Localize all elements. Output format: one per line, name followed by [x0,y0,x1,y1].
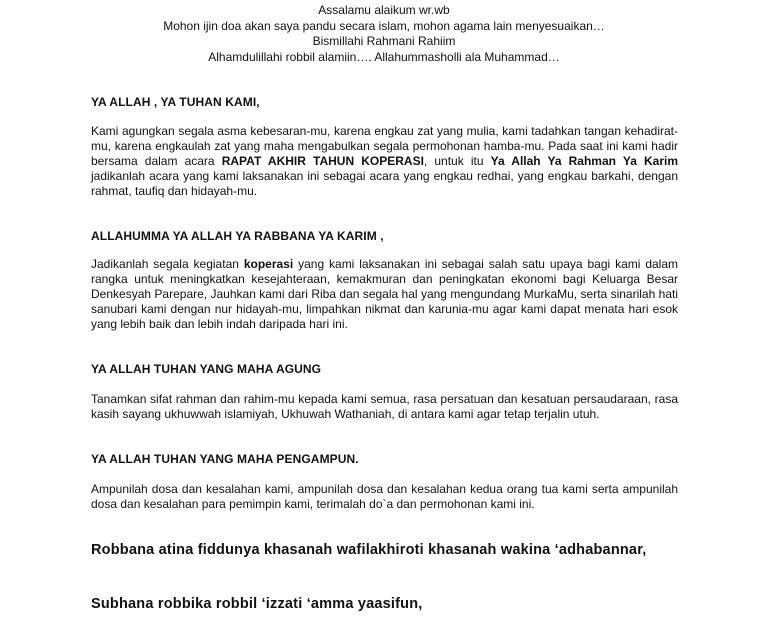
closing-prayer-line-2: Subhana robbika robbil ‘izzati ‘amma yaasifun, [91,596,423,612]
basmalah-line: Bismillahi Rahmani Rahiim [312,34,456,48]
section-3-paragraph: Tanamkan sifat rahman dan rahim-mu kepada kami semua, rasa persatuan dan kesatuan persaudaraan, rasa kasih sayang ukhuwwah islamiyah, Ukhuwah Wathaniah, di antara kami agar tetap terjalin utuh. [91,392,678,421]
section-4-paragraph: Ampunilah dosa dan kesalahan kami, ampunilah dosa dan kesalahan kedua orang tua kami serta ampunilah dosa dan kesalahan para pemimpin kami, terimalah do`a dan permohonan kami ini. [91,482,678,511]
greeting-line: Assalamu alaikum wr.wb [318,3,450,17]
section-1-heading: YA ALLAH , YA TUHAN KAMI, [91,95,260,109]
section-4-heading: YA ALLAH TUHAN YANG MAHA PENGAMPUN. [91,452,359,466]
document-header [0,3,768,65]
section-2-heading: ALLAHUMMA YA ALLAH YA RABBANA YA KARIM , [91,229,384,243]
hamdalah-line: Alhamdulillahi robbil alamiin…. Allahummasholli ala Muhammad… [208,49,560,64]
koperasi-bold: koperasi [243,257,294,271]
invocation-bold: Ya Allah Ya Rahman Ya Karim [490,154,678,168]
permission-line: Mohon ijin doa akan saya pandu secara islam, mohon agama lain menyesuaikan… [163,18,605,33]
section-2-paragraph: Jadikanlah segala kegiatan koperasi yang kami laksanakan ini sebagai salah satu upaya bagi kami dalam rangka untuk meningkatkan kesejahteraan, kemakmuran dan peningkatan ekonomi bagi Keluarga Besar Denkesyah Parepare, Jauhkan kami dari Riba dan segala hal yang mengundang MurkaMu, serta sinarilah hati sanubari kami dengan nur hidayah-mu, limpahkan nikmat dan karunia-mu agar kami dapat menata hari esok yang lebih baik dan lebih indah daripada hari ini. [91,257,679,331]
event-name: RAPAT AKHIR TAHUN KOPERASI [221,154,424,168]
section-1-paragraph: Kami agungkan segala asma kebesaran-mu, karena engkau zat yang mulia, kami tadahkan tangan kehadirat-mu, karena engkaulah zat yang maha mengabulkan segala permohonan hamba-mu. Pada saat ini kami hadir bersama dalam acara RAPAT AKHIR TAHUN KOPERASI, untuk itu Ya Allah Ya Rahman Ya Karim jadikanlah acara yang kami laksanakan ini sebagai acara yang engkau redhai, yang engkau barkahi, dengan rahmat, taufiq dan hidayah-mu. [91,124,678,198]
closing-prayer-line-1: Robbana atina fiddunya khasanah wafilakhiroti khasanah wakina ‘adhabannar, [91,542,647,558]
section-3-heading: YA ALLAH TUHAN YANG MAHA AGUNG [91,362,322,376]
